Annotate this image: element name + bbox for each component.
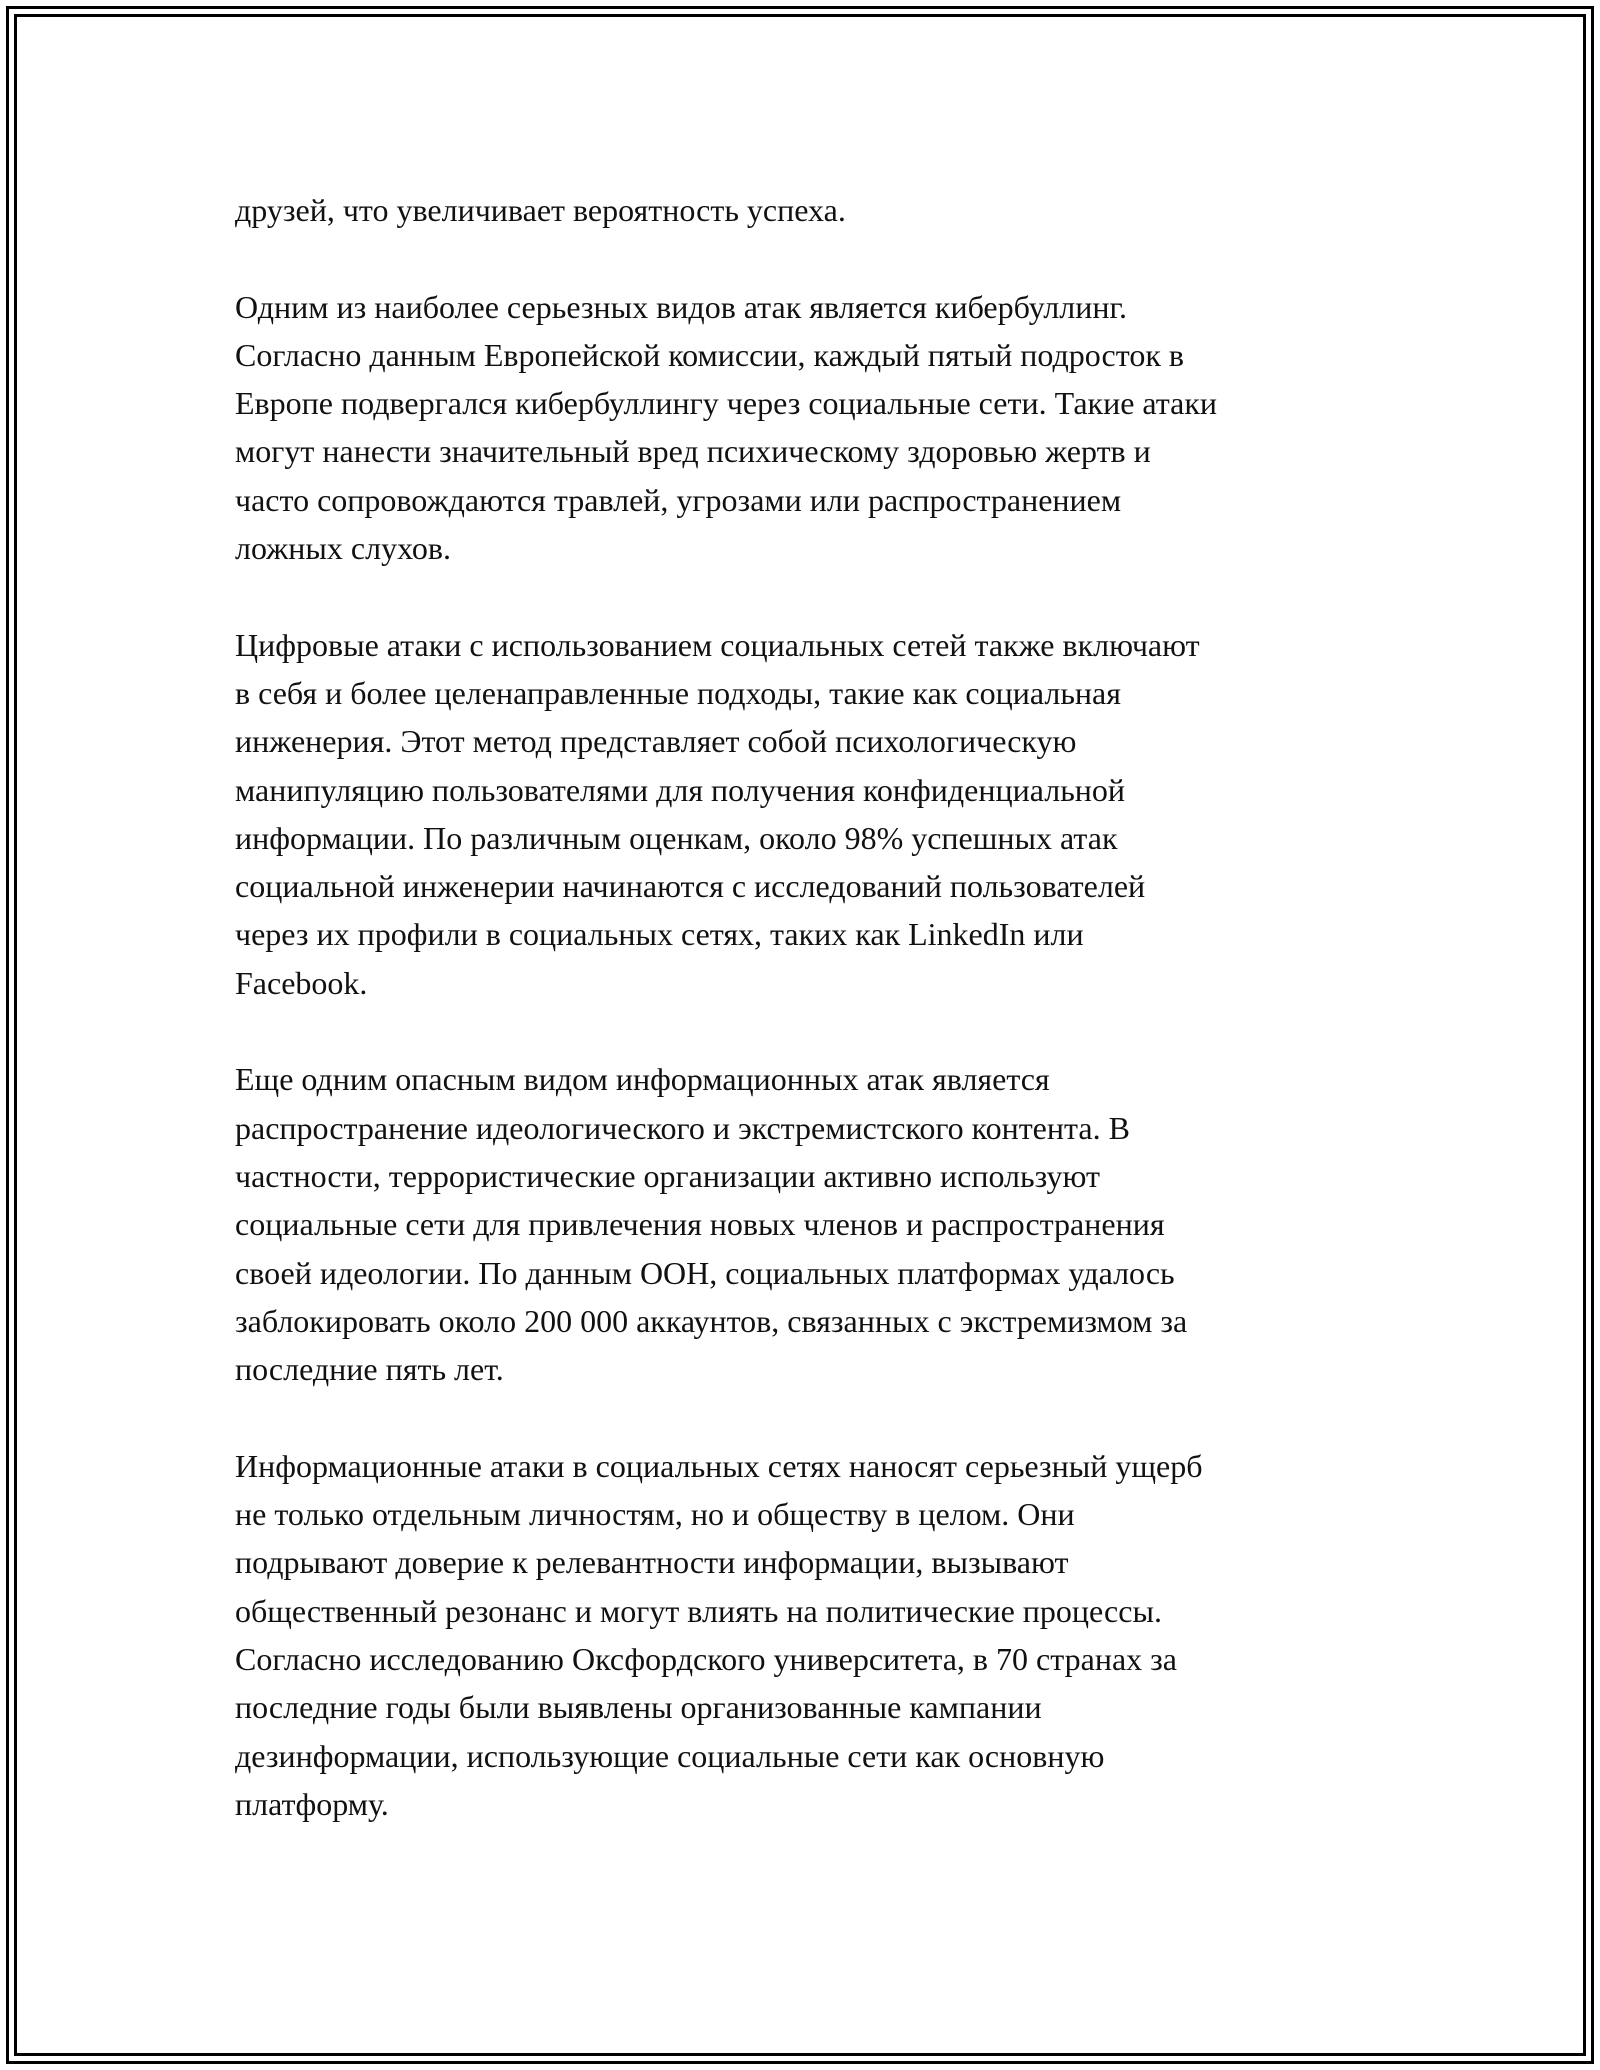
paragraph-2: Одним из наиболее серьезных видов атак является кибербуллинг. Согласно данным Европейской комиссии, каждый пятый подросток в Европе подвергался кибербуллингу через социальные сети. Такие атаки могут нанести значительный вред психическому здоровью жертв и часто сопровождаются травлей, угрозами или распространением ложных слухов. <box>235 288 1218 567</box>
paragraph-4: Еще одним опасным видом информационных атак является распространение идеологического и экстремистского контента. В частности, террористические организации активно используют социальные сети для привлечения новых членов и распространения своей идеологии. По данным ООН, социальных платформах удалось заблокировать около 200 000 аккаунтов, связанных с экстремизмом за последние пять лет. <box>235 1061 1188 1388</box>
document-body <box>235 186 1385 1876</box>
paragraph-3: Цифровые атаки с использованием социальных сетей также включают в себя и более целенаправленные подходы, такие как социальная инженерия. Этот метод представляет собой психологическую манипуляцию пользователями для получения конфиденциальной информации. По различным оценкам, около 98% успешных атак социальной инженерии начинаются с исследований пользователей через их профили в социальных сетях, таких как LinkedIn или Facebook. <box>235 626 1200 1001</box>
paragraph-1: друзей, что увеличивает вероятность успеха. <box>235 192 846 228</box>
paragraph-5: Информационные атаки в социальных сетях наносят серьезный ущерб не только отдельным личностям, но и обществу в целом. Они подрывают доверие к релевантности информации, вызывают общественный резонанс и могут влиять на политические процессы. Согласно исследованию Оксфордского университета, в 70 странах за последние годы были выявлены организованные кампании дезинформации, использующие социальные сети как основную платформу. <box>235 1447 1203 1822</box>
